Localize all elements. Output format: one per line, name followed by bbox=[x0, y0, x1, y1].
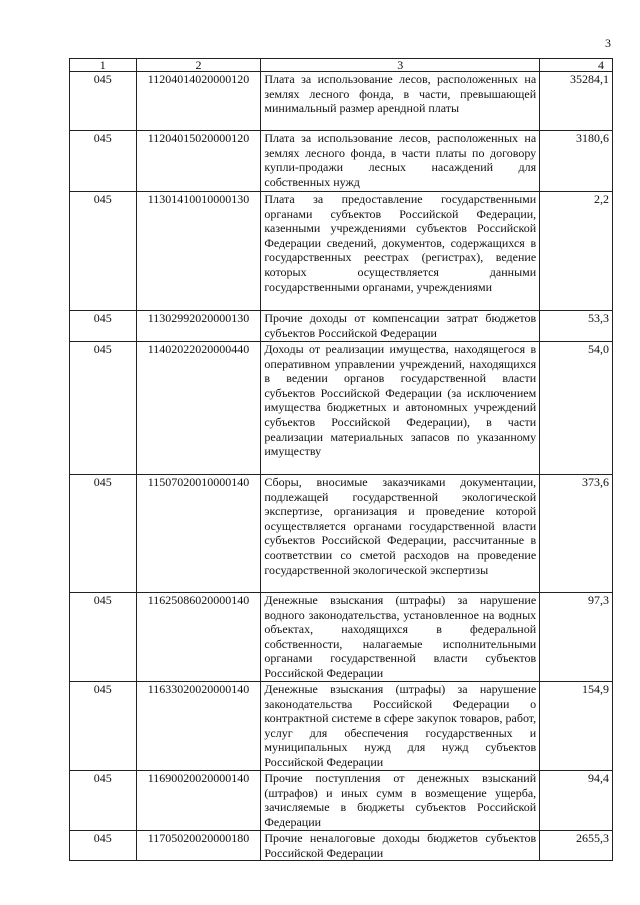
table-row bbox=[70, 475, 613, 593]
admin-code-cell: 045 bbox=[70, 131, 137, 192]
table-header-row bbox=[70, 59, 613, 72]
amount-cell: 2,2 bbox=[540, 192, 613, 311]
admin-code-cell: 045 bbox=[70, 831, 137, 861]
amount-cell: 54,0 bbox=[540, 342, 613, 475]
table-row bbox=[70, 131, 613, 192]
table-row bbox=[70, 342, 613, 475]
admin-code-cell: 045 bbox=[70, 192, 137, 311]
table-row bbox=[70, 192, 613, 311]
amount-cell: 2655,3 bbox=[540, 831, 613, 861]
revenue-name-cell: Плата за предоставление государственными органами субъектов Российской Федерации, казенными учреждениями субъектов Российской Федерации сведений, документов, содержащихся в государственных реестрах (регистрах), ведение которых осуществляется данными государственными органами, учреждениями bbox=[261, 192, 540, 311]
column-number-header: 1 bbox=[70, 59, 137, 72]
admin-code-cell: 045 bbox=[70, 342, 137, 475]
revenue-code-cell: 11302992020000130 bbox=[136, 311, 261, 342]
revenue-name-cell: Прочие поступления от денежных взысканий (штрафов) и иных сумм в возмещение ущерба, зачисляемые в бюджеты субъектов Российской Федерации bbox=[261, 771, 540, 831]
revenue-code-cell: 11507020010000140 bbox=[136, 475, 261, 593]
amount-cell: 3180,6 bbox=[540, 131, 613, 192]
revenue-code-cell: 11301410010000130 bbox=[136, 192, 261, 311]
admin-code-cell: 045 bbox=[70, 311, 137, 342]
table-row bbox=[70, 771, 613, 831]
revenue-name-cell: Доходы от реализации имущества, находящегося в оперативном управлении учреждений, находящихся в ведении органов государственной власти субъектов Российской Федерации (за исключением имущества бюджетных и автономных учреждений субъектов Российской Федерации), в части реализации материальных запасов по указанному имуществу bbox=[261, 342, 540, 475]
revenue-code-cell: 11705020020000180 bbox=[136, 831, 261, 861]
revenue-name-cell: Денежные взыскания (штрафы) за нарушение законодательства Российской Федерации о контрактной системе в сфере закупок товаров, работ, услуг для обеспечения государственных и муниципальных нужд для нужд субъектов Российской Федерации bbox=[261, 682, 540, 771]
admin-code-cell: 045 bbox=[70, 72, 137, 131]
revenue-code-cell: 11402022020000440 bbox=[136, 342, 261, 475]
column-number-header: 2 bbox=[136, 59, 261, 72]
amount-cell: 154,9 bbox=[540, 682, 613, 771]
admin-code-cell: 045 bbox=[70, 682, 137, 771]
revenue-code-cell: 11204015020000120 bbox=[136, 131, 261, 192]
table-row bbox=[70, 682, 613, 771]
amount-cell: 53,3 bbox=[540, 311, 613, 342]
table-row bbox=[70, 311, 613, 342]
admin-code-cell: 045 bbox=[70, 771, 137, 831]
admin-code-cell: 045 bbox=[70, 593, 137, 682]
column-number-header: 4 bbox=[540, 59, 613, 72]
page-number: 3 bbox=[605, 36, 611, 50]
amount-cell: 97,3 bbox=[540, 593, 613, 682]
admin-code-cell: 045 bbox=[70, 475, 137, 593]
revenue-table bbox=[69, 58, 613, 861]
revenue-name-cell: Прочие доходы от компенсации затрат бюджетов субъектов Российской Федерации bbox=[261, 311, 540, 342]
revenue-code-cell: 11690020020000140 bbox=[136, 771, 261, 831]
revenue-name-cell: Сборы, вносимые заказчиками документации, подлежащей государственной экологической экспертизе, организация и проведение которой осуществляется органами государственной власти субъектов Российской Федерации, рассчитанные в соответствии со сметой расходов на проведение государственной экологической экспертизы bbox=[261, 475, 540, 593]
amount-cell: 35284,1 bbox=[540, 72, 613, 131]
column-number-header: 3 bbox=[261, 59, 540, 72]
revenue-code-cell: 11204014020000120 bbox=[136, 72, 261, 131]
revenue-name-cell: Денежные взыскания (штрафы) за нарушение водного законодательства, установленное на водных объектах, находящихся в федеральной собственности, налагаемые исполнительными органами государственной власти субъектов Российской Федерации bbox=[261, 593, 540, 682]
table-row bbox=[70, 831, 613, 861]
amount-cell: 373,6 bbox=[540, 475, 613, 593]
revenue-code-cell: 11633020020000140 bbox=[136, 682, 261, 771]
revenue-name-cell: Плата за использование лесов, расположенных на землях лесного фонда, в части платы по договору купли-продажи лесных насаждений для собственных нужд bbox=[261, 131, 540, 192]
revenue-name-cell: Прочие неналоговые доходы бюджетов субъектов Российской Федерации bbox=[261, 831, 540, 861]
table-row bbox=[70, 593, 613, 682]
revenue-name-cell: Плата за использование лесов, расположенных на землях лесного фонда, в части, превышающей минимальный размер арендной платы bbox=[261, 72, 540, 131]
amount-cell: 94,4 bbox=[540, 771, 613, 831]
table-row bbox=[70, 72, 613, 131]
revenue-code-cell: 11625086020000140 bbox=[136, 593, 261, 682]
